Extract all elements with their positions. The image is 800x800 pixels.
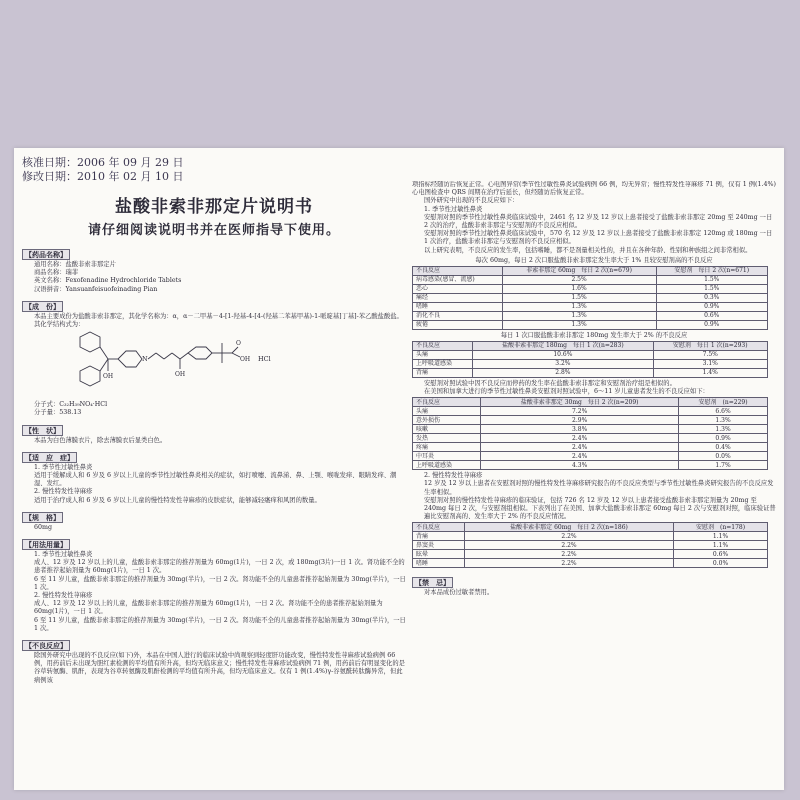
table1-header: 安慰剂 每日 2 次(n=671) <box>656 266 767 275</box>
table-row: 咳嗽 3.8% 1.3% <box>413 425 768 434</box>
dosage-text-3: 成人、12 岁及 12 岁以上的儿童，盐酸非索非那定的推荐剂量为 60mg(1片)，一日 2 次。肾功能不全的患者推荐起始剂量为 60mg(1片)，一日 1 次。 <box>34 600 383 616</box>
structure-label-oh-1: OH <box>103 373 114 381</box>
table-row: 头痛 7.2% 6.6% <box>413 407 768 416</box>
table-row: 病毒感染(感冒、流感) 2.5% 1.5% <box>413 275 768 284</box>
molecular-weight: 分子量：538.13 <box>34 409 82 417</box>
chemical-structure <box>62 331 406 399</box>
structure-label-n: N <box>142 355 148 364</box>
drug-english-name: 英文名称：Fexofenadine Hydrochloride Tablets <box>34 277 182 285</box>
table-row: 恶心 1.6% 1.5% <box>413 284 768 293</box>
table-row: 疼痛 2.4% 0.4% <box>413 443 768 452</box>
left-column <box>22 156 406 786</box>
table1 <box>412 266 768 330</box>
table-row: 鼻窦炎 2.2% 1.1% <box>413 541 768 550</box>
table-row: 意外损伤 2.9% 1.3% <box>413 416 768 425</box>
table2-header: 安慰剂 每日 1 次(n=293) <box>653 341 768 350</box>
indication-heading-2: 2. 慢性特发性荨麻疹 <box>34 488 93 496</box>
table4-header: 安慰剂 (n=178) <box>674 523 768 532</box>
table1-caption: 每次 60mg，每日 2 次口服盐酸非索非那定发生率大于 1% 且较安慰剂高的不良反应 <box>475 256 713 264</box>
table-row: 疲倦 1.3% 0.9% <box>413 320 768 329</box>
table-row: 背痛 2.2% 1.1% <box>413 532 768 541</box>
dosage-heading-1: 1. 季节性过敏性鼻炎 <box>34 551 93 559</box>
section-adverse: 【不良反应】 <box>22 640 70 651</box>
table-row: 上呼吸道感染 3.2% 3.1% <box>413 359 768 368</box>
structure-label-oh-2: OH <box>175 371 186 379</box>
revision-date: 修改日期：2010 年 02 月 10 日 <box>22 170 184 183</box>
approval-date: 核准日期：2006 年 09 月 29 日 <box>22 156 184 169</box>
table3-header: 安慰剂 (n=229) <box>679 398 768 407</box>
section-appearance: 【性 状】 <box>22 425 63 436</box>
phenyl-ring-bottom <box>80 366 100 386</box>
right-intro-6: 以上研究表明，不良反应的发生率，包括嗜睡，都不是剂量相关性的，并且在各种年龄、性别和种族组之间非常相似。 <box>424 246 752 254</box>
structure-intro: 其化学结构式为： <box>34 321 85 329</box>
dates <box>22 156 406 184</box>
piperidine-ring <box>118 351 142 367</box>
table2-caption: 每日 1 次口服盐酸非索非那定 180mg 发生率大于 2% 的不良反应 <box>500 331 688 339</box>
leaflet-sheet <box>14 148 784 790</box>
table4-header: 盐酸非索非那定 60mg 每日 2 次(n=186) <box>464 523 673 532</box>
structure-label-hcl: HCl <box>258 355 271 364</box>
indication-heading-1: 1. 季节性过敏性鼻炎 <box>34 463 93 471</box>
section-composition: 【成 份】 <box>22 301 63 312</box>
appearance-text: 本品为白色薄膜衣片，除去薄膜衣后显类白色。 <box>34 436 167 444</box>
right-column <box>412 181 776 781</box>
dosage-heading-2: 2. 慢性特发性荨麻疹 <box>34 592 93 600</box>
urticaria-heading: 2. 慢性特发性荨麻疹 <box>424 472 483 480</box>
drug-generic-name: 通用名称：盐酸非索非那定片 <box>34 261 116 268</box>
structure-label-o: O <box>236 340 241 348</box>
composition-text: 本品主要成份为盐酸非索非那定，其化学名称为：α，α－二甲基－4-[1-羟基-4-[4-(羟基二苯基甲基)-1-哌啶基]丁基]-苯乙酸盐酸盐。 <box>34 312 403 320</box>
table3 <box>412 397 768 470</box>
section-specification: 【规 格】 <box>22 512 63 523</box>
section-dosage: 【用法用量】 <box>22 539 70 550</box>
structure-diagram <box>62 331 362 399</box>
table-row: 消化不良 1.3% 0.6% <box>413 311 768 320</box>
adverse-text: 除国外研究中出现的不良反应(如下)外，本品在中国人进行的临床试验中尚观察到轻度肝功能改变，慢性特发性荨麻疹试验病例 66 例，用药前后未出现为胆红素检测的平均值有所升高，但均无临床意义；慢性特发性荨麻疹试验病例 71 例，用药前后有明显变化的是谷草转氨酶、肌酐，表现为谷草转氨酶及肌酐检测的平均值有所升高，但均无临床意义。仅有 1 例(1.4%)γ-谷氨酰转肽酶异常，但此病例该 <box>34 652 405 684</box>
dosage-text-1: 成人、12 岁及 12 岁以上的儿童，盐酸非索非那定的推荐剂量为 60mg(1片)，一日 2 次，或 180mg(3片)一日 1 次。肾功能不全的患者推荐起始剂量为 60mg(1片)，一日 1 次。 <box>34 559 405 575</box>
table1-header: 不良反应 <box>413 266 503 275</box>
table-row: 嗜睡 2.2% 0.0% <box>413 559 768 568</box>
specification-text: 60mg <box>34 523 53 531</box>
benzene-ring <box>188 347 212 359</box>
table4 <box>412 522 768 568</box>
dosage-text-2: 6 至 11 岁儿童，盐酸非索非那定的推荐剂量为 30mg(半片)，一日 2 次。肾功能不全的儿童患者推荐起始剂量为 30mg(半片)，一日 1 次。 <box>34 575 406 591</box>
urticaria-text-1: 12 岁及 12 岁以上患者在安慰剂对照的慢性特发性荨麻疹研究报告的不良反应类型与季节性过敏性鼻炎研究报告的不良反应发生率相似。 <box>424 480 774 496</box>
pediatric-text-2: 在美国和加拿大进行的季节性过敏性鼻炎安慰剂对照试验中，6～11 岁儿童患者发生的不良反应如下： <box>424 388 709 396</box>
table-row: 中耳炎 2.4% 0.0% <box>413 452 768 461</box>
section-indications: 【适 应 症】 <box>22 452 77 463</box>
table-row: 上呼吸道感染 4.3% 1.7% <box>413 461 768 470</box>
right-intro-4: 安慰剂对照的季节性过敏性鼻炎临床试验中，2461 名 12 岁及 12 岁以上患者接受了盐酸非索非那定 20mg 至 240mg 一日 2 次的治疗，盐酸非索非那定与安慰剂的不良反应相似。 <box>424 213 773 230</box>
indication-text-1: 适用于缓解成人和 6 岁及 6 岁以上儿童的季节性过敏性鼻炎相关的症状，如打喷嚏、流鼻涕、鼻、上颚、喉咙发痒、眼睛发痒、潮湿、发红。 <box>34 472 397 488</box>
right-intro-2: 国外研究中出现的不良反应如下： <box>424 197 519 205</box>
table-row: 痛经 1.5% 0.3% <box>413 293 768 302</box>
right-intro-3: 1. 季节性过敏性鼻炎 <box>424 205 483 213</box>
contraindication-text: 对本品成份过敏者禁用。 <box>424 589 494 597</box>
indication-text-2: 适用于治疗成人和 6 岁及 6 岁以上儿童的慢性特发性荨麻疹的皮肤症状，能够减轻瘙痒和风团的数量。 <box>34 496 321 504</box>
table-row: 头痛 10.6% 7.5% <box>413 350 768 359</box>
table2-header: 不良反应 <box>413 341 473 350</box>
drug-trade-name: 商品名称：瑞菲 <box>34 269 79 277</box>
urticaria-text-2: 安慰剂对照的慢性特发性荨麻疹的临床验证，包括 726 名 12 岁及 12 岁以上患者接受盐酸非索非那定剂量为 20mg 至 240mg 每日 2 次，与安慰剂组相似。下表列出了在美国、加拿大盐酸非索非那定 60mg 每日 2 次与安慰剂对照，临床验证普遍比安慰剂高的、发生率大于 2% 的不良反应情况。 <box>424 496 776 521</box>
document-subtitle: 请仔细阅读说明书并在医师指导下使用。 <box>87 223 340 238</box>
table4-header: 不良反应 <box>413 523 465 532</box>
table-row: 背痛 2.8% 1.4% <box>413 368 768 377</box>
molecular-formula: 分子式：C₃₂H₃₉NO₄·HCl <box>34 401 108 409</box>
right-intro-1: 项指标经随访后恢复正常。心电图异常(季节性过敏性鼻炎试验病例 66 例，均无异常；慢性特发性荨麻疹 71 例，仅有 1 例(1.4%)心电图检查中 QRS 间期在治疗后延长，但经随访后恢复正常。 <box>412 181 776 197</box>
table2 <box>412 341 768 378</box>
drug-pinyin-name: 汉语拼音：Yansuanfeisuofeinading Pian <box>34 285 158 293</box>
right-intro-5: 安慰剂对照的季节性过敏性鼻炎临床试验中，570 名 12 岁及 12 岁以上患者接受了盐酸非索非那定 120mg 或 180mg 一日 1 次治疗，盐酸非索非那定与安慰剂的不良反应相似。 <box>424 230 773 246</box>
document-title: 盐酸非索非那定片说明书 <box>115 197 313 217</box>
dosage-text-4: 6 至 11 岁儿童，盐酸非索非那定的推荐剂量为 30mg(半片)，一日 2 次。肾功能不全的儿童患者推荐起始剂量为 30mg(半片)，一日 1 次。 <box>34 616 406 632</box>
section-drug-name: 【药品名称】 <box>22 249 70 260</box>
section-contraindication: 【禁 忌】 <box>412 577 453 588</box>
table1-header: 非索非那定 60mg 每日 2 次(n=679) <box>502 266 656 275</box>
table2-header: 盐酸非索非那定 180mg 每日 1 次(n=283) <box>473 341 653 350</box>
structure-label-oh-3: OH <box>240 356 251 364</box>
table-row: 发热 2.4% 0.9% <box>413 434 768 443</box>
phenyl-ring-top <box>80 332 100 352</box>
table3-header: 盐酸非索非那定 30mg 每日 2 次(n=209) <box>481 398 679 407</box>
table3-header: 不良反应 <box>413 398 481 407</box>
table-row: 嗜睡 1.3% 0.9% <box>413 302 768 311</box>
table-row: 眩晕 2.2% 0.6% <box>413 550 768 559</box>
pediatric-text-1: 安慰剂对照试验中因不良反应而停药的发生率在盐酸非索非那定和安慰剂治疗组是相似的。 <box>424 379 676 387</box>
